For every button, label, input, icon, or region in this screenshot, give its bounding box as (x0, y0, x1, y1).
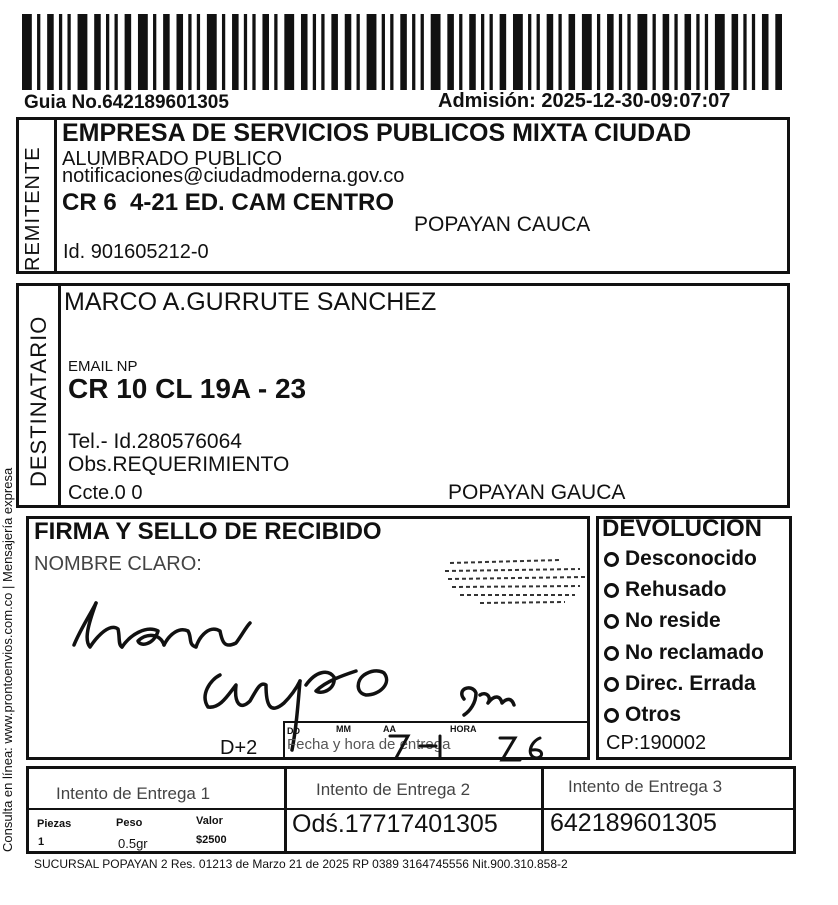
destinatario-label: DESTINATARIO (26, 315, 51, 487)
barcode-bar (382, 14, 385, 90)
devolucion-option-no-reside[interactable]: No reside (604, 609, 721, 633)
barcode-bar (547, 14, 554, 90)
barcode-bar (558, 14, 561, 90)
peso-value: 0.5gr (118, 836, 148, 851)
barcode-bar (597, 14, 600, 90)
aa-label: AA (383, 724, 396, 734)
barcode-bar (262, 14, 269, 90)
destinatario-name: MARCO A.GURRUTE SANCHEZ (64, 288, 437, 316)
barcode-bar (696, 14, 699, 90)
barcode-bar (59, 14, 62, 90)
piezas-value: 1 (38, 836, 45, 848)
remitente-id: Id. 901605212-0 (63, 241, 209, 263)
devolucion-option-otros[interactable]: Otros (604, 703, 681, 727)
valor-label: Valor (196, 815, 223, 827)
barcode-bar (67, 14, 70, 90)
barcode-bar (469, 14, 476, 90)
radio-icon (604, 552, 619, 567)
barcode-bar (163, 14, 170, 90)
remitente-city: POPAYAN CAUCA (414, 213, 591, 236)
peso-label: Peso (116, 817, 143, 829)
barcode-bar (115, 14, 118, 90)
barcode-bar (447, 14, 454, 90)
barcode-bar (500, 14, 507, 90)
barcode-bar (743, 14, 746, 90)
barcode-bar (569, 14, 576, 90)
barcode-bar (663, 14, 670, 90)
ods-number: Odś.17717401305 (292, 810, 498, 838)
barcode-bar (775, 14, 782, 90)
devolucion-option-direc-errada[interactable]: Direc. Errada (604, 672, 756, 696)
barcode-bar (22, 14, 32, 90)
barcode-bar (459, 14, 462, 90)
valor-value: $2500 (196, 834, 227, 846)
barcode-bar (715, 14, 725, 90)
barcode-bar (138, 14, 148, 90)
handwritten-date (380, 728, 560, 768)
intento-2-label: Intento de Entrega 2 (316, 780, 471, 799)
barcode-bar (732, 14, 739, 90)
barcode-bar (252, 14, 255, 90)
barcode-bar (222, 14, 225, 90)
barcode-bar (537, 14, 540, 90)
footer-text: SUCURSAL POPAYAN 2 Res. 01213 de Marzo 21 de 2025 RP 0389 3164745556 Nit.900.310.858-2 (34, 857, 568, 871)
hora-label: HORA (450, 724, 477, 734)
barcode-bar (421, 14, 424, 90)
radio-icon (604, 614, 619, 629)
destinatario-email: EMAIL NP (68, 358, 138, 375)
remitente-label: REMITENTE (22, 146, 44, 271)
remitente-dept: ALUMBRADO PUBLICO (62, 148, 283, 170)
mm-label: MM (336, 724, 351, 734)
barcode-bar (412, 14, 415, 90)
barcode-bar (188, 14, 191, 90)
intento-3-label: Intento de Entrega 3 (568, 777, 723, 796)
intento-1-label: Intento de Entrega 1 (56, 784, 211, 803)
barcode-bar (313, 14, 316, 90)
barcode-bar (400, 14, 407, 90)
devolucion-title: DEVOLUCION (602, 515, 763, 542)
barcode-bar (197, 14, 200, 90)
devolucion-option-no-reclamado[interactable]: No reclamado (604, 641, 764, 665)
barcode-bar (244, 14, 247, 90)
barcode-bar (627, 14, 630, 90)
barcode-bar (125, 14, 132, 90)
barcode-bar (321, 14, 324, 90)
destinatario-address: CR 10 CL 19A - 23 (68, 373, 307, 404)
barcode-bar (431, 14, 441, 90)
destinatario-ccte: Ccte.0 0 (68, 482, 143, 504)
barcode-bar (357, 14, 360, 90)
devolucion-option-desconocido[interactable]: Desconocido (604, 547, 757, 571)
barcode-bar (345, 14, 352, 90)
remitente-email: notificaciones@ciudadmoderna.gov.co (62, 165, 405, 187)
radio-icon (604, 646, 619, 661)
barcode-bar (637, 14, 647, 90)
firma-title: FIRMA Y SELLO DE RECIBIDO (34, 518, 382, 545)
remitente-name: EMPRESA DE SERVICIOS PUBLICOS MIXTA CIUDAD (62, 119, 692, 147)
barcode-bar (705, 14, 708, 90)
destinatario-tel: Tel.- Id.280576064 (68, 430, 242, 453)
barcode-bar (232, 14, 239, 90)
barcode-bar (685, 14, 692, 90)
dd-label: DD (287, 726, 300, 736)
destinatario-obs: Obs.REQUERIMIENTO (68, 453, 290, 476)
side-website-text: Consulta en línea: www.prontoenvios.com.co | Mensajería expresa (0, 467, 15, 852)
barcode-bar (490, 14, 493, 90)
barcode (22, 14, 782, 90)
barcode-bar (528, 14, 531, 90)
barcode-bar (176, 14, 183, 90)
guia-number-footer: 642189601305 (550, 809, 717, 837)
barcode-bar (582, 14, 592, 90)
barcode-bar (653, 14, 656, 90)
barcode-bar (301, 14, 308, 90)
admision-datetime: Admisión: 2025-12-30-09:07:07 (438, 90, 731, 112)
barcode-bar (752, 14, 755, 90)
barcode-bar (47, 14, 54, 90)
barcode-bar (367, 14, 377, 90)
barcode-bar (274, 14, 277, 90)
radio-icon (604, 583, 619, 598)
remitente-address: CR 6 4-21 ED. CAM CENTRO (62, 189, 395, 216)
barcode-bar (331, 14, 338, 90)
barcode-bar (153, 14, 156, 90)
barcode-bar (207, 14, 217, 90)
barcode-bar (78, 14, 88, 90)
barcode-bar (619, 14, 622, 90)
piezas-label: Piezas (37, 818, 72, 830)
barcode-bar (106, 14, 109, 90)
barcode-bar (607, 14, 614, 90)
barcode-bar (674, 14, 677, 90)
nombre-claro-label: NOMBRE CLARO: (34, 553, 202, 575)
devolucion-option-rehusado[interactable]: Rehusado (604, 578, 727, 602)
barcode-bar (481, 14, 484, 90)
barcode-bar (390, 14, 393, 90)
radio-icon (604, 708, 619, 723)
barcode-bar (284, 14, 294, 90)
destinatario-city: POPAYAN GAUCA (448, 481, 626, 504)
radio-icon (604, 677, 619, 692)
d-plus-2-label: D+2 (220, 737, 258, 759)
barcode-bar (94, 14, 101, 90)
barcode-bar (513, 14, 523, 90)
barcode-bar (762, 14, 769, 90)
devolucion-cp: CP:190002 (606, 732, 707, 754)
fecha-hora-label: Fecha y hora de entrega (287, 736, 451, 753)
guia-number: Guia No.642189601305 (24, 92, 229, 113)
barcode-bar (37, 14, 40, 90)
